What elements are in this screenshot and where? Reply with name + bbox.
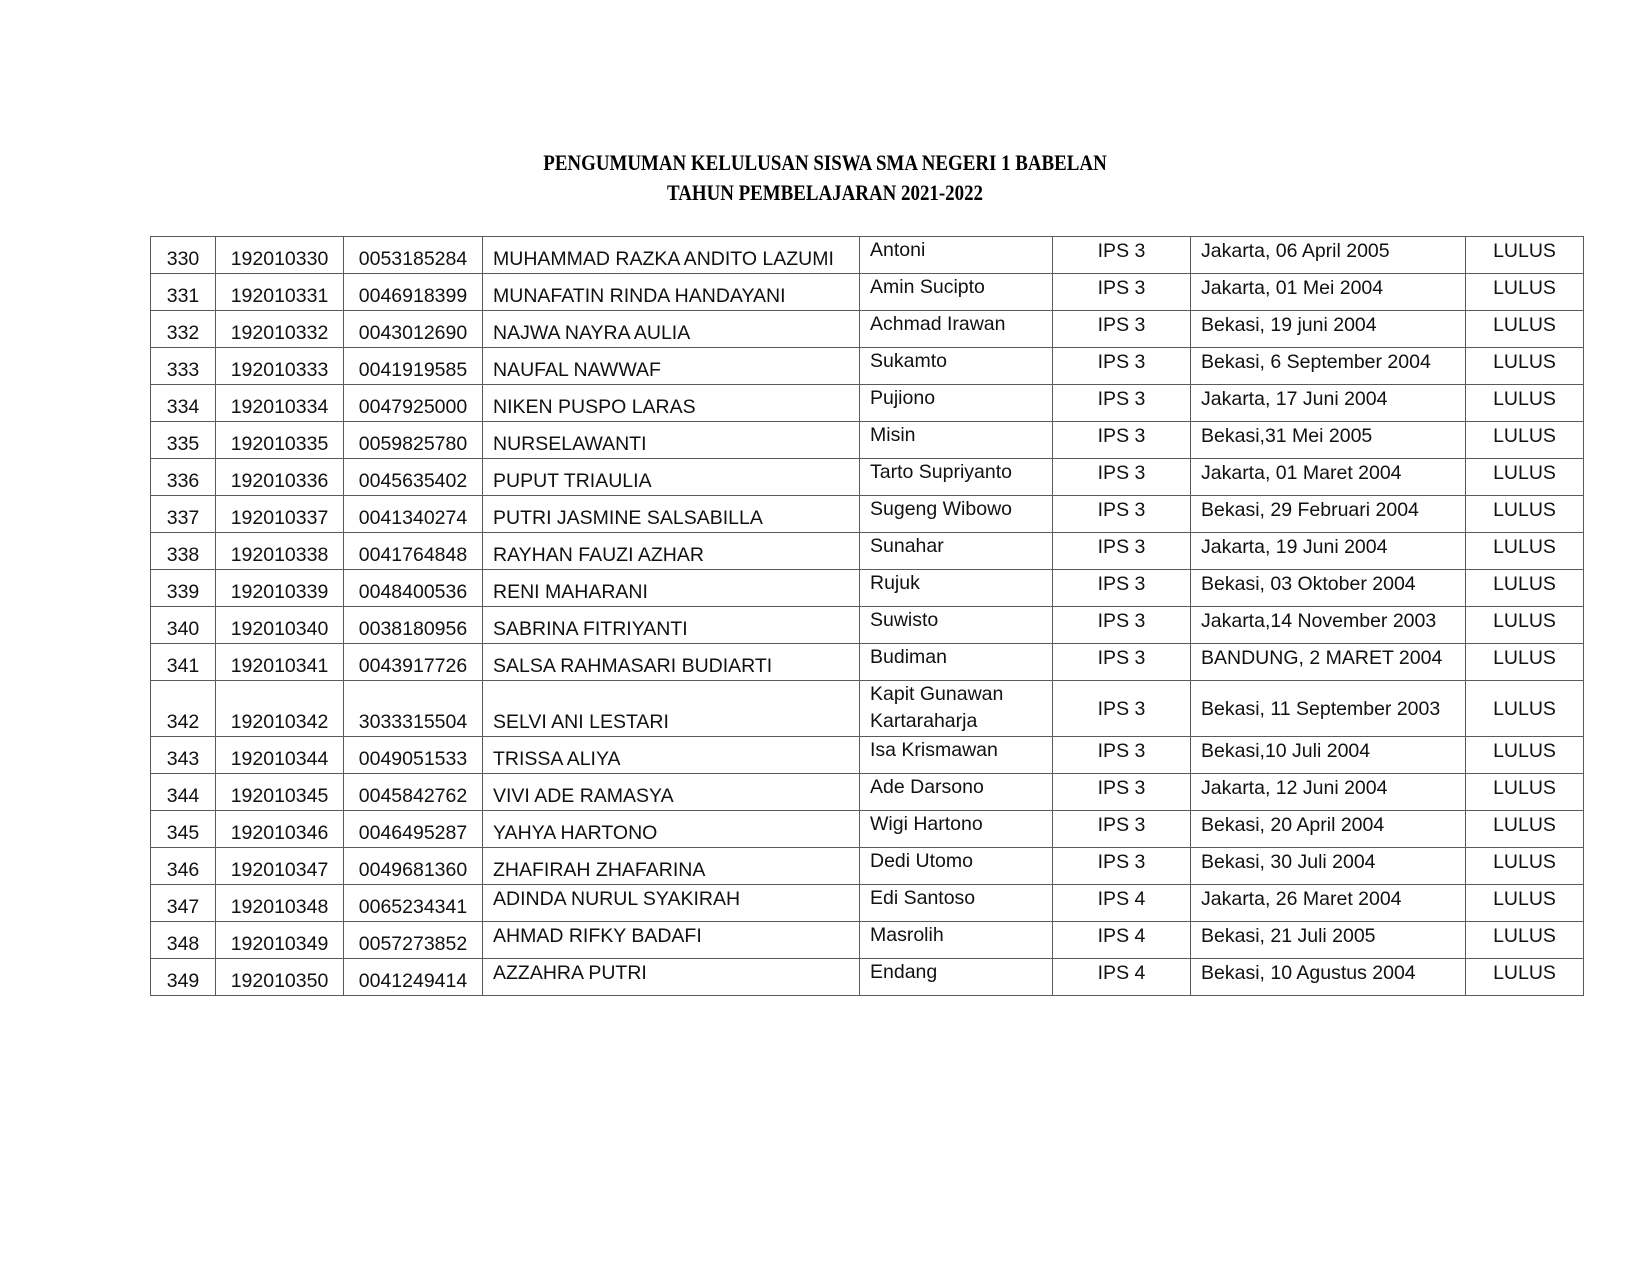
status-cell: LULUS bbox=[1466, 459, 1584, 496]
status-cell: LULUS bbox=[1466, 311, 1584, 348]
status-cell: LULUS bbox=[1466, 681, 1584, 737]
row-number: 339 bbox=[151, 570, 216, 607]
nis-cell: 192010346 bbox=[216, 811, 344, 848]
nisn-cell: 0057273852 bbox=[344, 922, 483, 959]
birth-place-date-cell: Jakarta, 26 Maret 2004 bbox=[1191, 885, 1466, 922]
status-cell: LULUS bbox=[1466, 774, 1584, 811]
row-number: 347 bbox=[151, 885, 216, 922]
student-name-cell: VIVI ADE RAMASYA bbox=[483, 774, 860, 811]
nis-cell: 192010334 bbox=[216, 385, 344, 422]
class-cell: IPS 4 bbox=[1053, 922, 1191, 959]
parent-name-cell: Endang bbox=[860, 959, 1053, 996]
table-row bbox=[151, 274, 1584, 311]
row-number: 332 bbox=[151, 311, 216, 348]
status-cell: LULUS bbox=[1466, 422, 1584, 459]
parent-name-cell: Dedi Utomo bbox=[860, 848, 1053, 885]
parent-name-cell: Masrolih bbox=[860, 922, 1053, 959]
table-row bbox=[151, 422, 1584, 459]
nis-cell: 192010338 bbox=[216, 533, 344, 570]
class-cell: IPS 3 bbox=[1053, 737, 1191, 774]
birth-place-date-cell: Jakarta, 12 Juni 2004 bbox=[1191, 774, 1466, 811]
table-row bbox=[151, 237, 1584, 274]
class-cell: IPS 3 bbox=[1053, 422, 1191, 459]
class-cell: IPS 4 bbox=[1053, 959, 1191, 996]
class-cell: IPS 3 bbox=[1053, 459, 1191, 496]
student-name-cell: NURSELAWANTI bbox=[483, 422, 860, 459]
status-cell: LULUS bbox=[1466, 607, 1584, 644]
student-name-cell: NAUFAL NAWWAF bbox=[483, 348, 860, 385]
table-body bbox=[151, 237, 1584, 996]
nisn-cell: 0048400536 bbox=[344, 570, 483, 607]
birth-place-date-cell: Bekasi,10 Juli 2004 bbox=[1191, 737, 1466, 774]
status-cell: LULUS bbox=[1466, 644, 1584, 681]
student-name-cell: PUPUT TRIAULIA bbox=[483, 459, 860, 496]
class-cell: IPS 3 bbox=[1053, 848, 1191, 885]
row-number: 330 bbox=[151, 237, 216, 274]
table-row bbox=[151, 737, 1584, 774]
class-cell: IPS 3 bbox=[1053, 348, 1191, 385]
student-name-cell: ADINDA NURUL SYAKIRAH bbox=[483, 885, 860, 922]
student-name-cell: PUTRI JASMINE SALSABILLA bbox=[483, 496, 860, 533]
student-name-cell: MUNAFATIN RINDA HANDAYANI bbox=[483, 274, 860, 311]
table-row bbox=[151, 811, 1584, 848]
status-cell: LULUS bbox=[1466, 848, 1584, 885]
student-name-cell: SALSA RAHMASARI BUDIARTI bbox=[483, 644, 860, 681]
document-subtitle: TAHUN PEMBELAJARAN 2021-2022 bbox=[666, 180, 984, 205]
parent-name-cell: Rujuk bbox=[860, 570, 1053, 607]
parent-name-cell: Sunahar bbox=[860, 533, 1053, 570]
nisn-cell: 0065234341 bbox=[344, 885, 483, 922]
birth-place-date-cell: BANDUNG, 2 MARET 2004 bbox=[1191, 644, 1466, 681]
class-cell: IPS 3 bbox=[1053, 644, 1191, 681]
status-cell: LULUS bbox=[1466, 237, 1584, 274]
nis-cell: 192010332 bbox=[216, 311, 344, 348]
row-number: 341 bbox=[151, 644, 216, 681]
parent-name-cell: Misin bbox=[860, 422, 1053, 459]
row-number: 334 bbox=[151, 385, 216, 422]
parent-name-cell: Edi Santoso bbox=[860, 885, 1053, 922]
parent-name-cell: Isa Krismawan bbox=[860, 737, 1053, 774]
nisn-cell: 0043917726 bbox=[344, 644, 483, 681]
nisn-cell: 3033315504 bbox=[344, 681, 483, 737]
nisn-cell: 0041919585 bbox=[344, 348, 483, 385]
nis-cell: 192010331 bbox=[216, 274, 344, 311]
table-row bbox=[151, 348, 1584, 385]
row-number: 335 bbox=[151, 422, 216, 459]
nisn-cell: 0045842762 bbox=[344, 774, 483, 811]
student-name-cell: MUHAMMAD RAZKA ANDITO LAZUMI bbox=[483, 237, 860, 274]
nis-cell: 192010337 bbox=[216, 496, 344, 533]
nis-cell: 192010347 bbox=[216, 848, 344, 885]
student-name-cell: NAJWA NAYRA AULIA bbox=[483, 311, 860, 348]
student-name-cell: YAHYA HARTONO bbox=[483, 811, 860, 848]
table-row bbox=[151, 459, 1584, 496]
nis-cell: 192010345 bbox=[216, 774, 344, 811]
birth-place-date-cell: Bekasi, 20 April 2004 bbox=[1191, 811, 1466, 848]
class-cell: IPS 4 bbox=[1053, 885, 1191, 922]
class-cell: IPS 3 bbox=[1053, 385, 1191, 422]
nis-cell: 192010333 bbox=[216, 348, 344, 385]
nis-cell: 192010336 bbox=[216, 459, 344, 496]
student-name-cell: NIKEN PUSPO LARAS bbox=[483, 385, 860, 422]
student-name-cell: ZHAFIRAH ZHAFARINA bbox=[483, 848, 860, 885]
parent-name-cell: Amin Sucipto bbox=[860, 274, 1053, 311]
row-number: 337 bbox=[151, 496, 216, 533]
student-name-cell: AZZAHRA PUTRI bbox=[483, 959, 860, 996]
table-row bbox=[151, 774, 1584, 811]
nisn-cell: 0041340274 bbox=[344, 496, 483, 533]
class-cell: IPS 3 bbox=[1053, 811, 1191, 848]
nisn-cell: 0046918399 bbox=[344, 274, 483, 311]
status-cell: LULUS bbox=[1466, 737, 1584, 774]
status-cell: LULUS bbox=[1466, 959, 1584, 996]
nisn-cell: 0049051533 bbox=[344, 737, 483, 774]
parent-name-cell: Sugeng Wibowo bbox=[860, 496, 1053, 533]
nisn-cell: 0059825780 bbox=[344, 422, 483, 459]
row-number: 338 bbox=[151, 533, 216, 570]
nisn-cell: 0045635402 bbox=[344, 459, 483, 496]
row-number: 349 bbox=[151, 959, 216, 996]
nis-cell: 192010349 bbox=[216, 922, 344, 959]
nisn-cell: 0047925000 bbox=[344, 385, 483, 422]
birth-place-date-cell: Bekasi, 03 Oktober 2004 bbox=[1191, 570, 1466, 607]
table-row bbox=[151, 959, 1584, 996]
row-number: 331 bbox=[151, 274, 216, 311]
status-cell: LULUS bbox=[1466, 385, 1584, 422]
status-cell: LULUS bbox=[1466, 496, 1584, 533]
document-title: PENGUMUMAN KELULUSAN SISWA SMA NEGERI 1 BABELAN bbox=[543, 150, 1107, 175]
status-cell: LULUS bbox=[1466, 570, 1584, 607]
table-row bbox=[151, 848, 1584, 885]
parent-name-cell: Antoni bbox=[860, 237, 1053, 274]
nis-cell: 192010350 bbox=[216, 959, 344, 996]
birth-place-date-cell: Bekasi, 19 juni 2004 bbox=[1191, 311, 1466, 348]
status-cell: LULUS bbox=[1466, 922, 1584, 959]
row-number: 346 bbox=[151, 848, 216, 885]
birth-place-date-cell: Bekasi, 6 September 2004 bbox=[1191, 348, 1466, 385]
table-row bbox=[151, 385, 1584, 422]
parent-name-cell: Sukamto bbox=[860, 348, 1053, 385]
status-cell: LULUS bbox=[1466, 274, 1584, 311]
class-cell: IPS 3 bbox=[1053, 607, 1191, 644]
birth-place-date-cell: Jakarta, 01 Mei 2004 bbox=[1191, 274, 1466, 311]
nis-cell: 192010348 bbox=[216, 885, 344, 922]
row-number: 348 bbox=[151, 922, 216, 959]
status-cell: LULUS bbox=[1466, 533, 1584, 570]
nis-cell: 192010342 bbox=[216, 681, 344, 737]
nisn-cell: 0043012690 bbox=[344, 311, 483, 348]
student-name-cell: TRISSA ALIYA bbox=[483, 737, 860, 774]
class-cell: IPS 3 bbox=[1053, 274, 1191, 311]
student-name-cell: SELVI ANI LESTARI bbox=[483, 681, 860, 737]
student-name-cell: RENI MAHARANI bbox=[483, 570, 860, 607]
row-number: 344 bbox=[151, 774, 216, 811]
birth-place-date-cell: Jakarta,14 November 2003 bbox=[1191, 607, 1466, 644]
row-number: 342 bbox=[151, 681, 216, 737]
table-row bbox=[151, 496, 1584, 533]
nisn-cell: 0053185284 bbox=[344, 237, 483, 274]
table-row bbox=[151, 681, 1584, 737]
nisn-cell: 0038180956 bbox=[344, 607, 483, 644]
nisn-cell: 0049681360 bbox=[344, 848, 483, 885]
table-row bbox=[151, 607, 1584, 644]
status-cell: LULUS bbox=[1466, 811, 1584, 848]
birth-place-date-cell: Jakarta, 19 Juni 2004 bbox=[1191, 533, 1466, 570]
birth-place-date-cell: Bekasi, 11 September 2003 bbox=[1191, 681, 1466, 737]
table-row bbox=[151, 311, 1584, 348]
row-number: 333 bbox=[151, 348, 216, 385]
nis-cell: 192010344 bbox=[216, 737, 344, 774]
birth-place-date-cell: Bekasi, 29 Februari 2004 bbox=[1191, 496, 1466, 533]
birth-place-date-cell: Bekasi,31 Mei 2005 bbox=[1191, 422, 1466, 459]
class-cell: IPS 3 bbox=[1053, 570, 1191, 607]
parent-name-cell: Budiman bbox=[860, 644, 1053, 681]
graduation-table bbox=[150, 236, 1584, 996]
nis-cell: 192010341 bbox=[216, 644, 344, 681]
parent-name-cell: Wigi Hartono bbox=[860, 811, 1053, 848]
parent-name-cell: Pujiono bbox=[860, 385, 1053, 422]
table-row bbox=[151, 533, 1584, 570]
row-number: 336 bbox=[151, 459, 216, 496]
parent-name-cell: Achmad Irawan bbox=[860, 311, 1053, 348]
nis-cell: 192010339 bbox=[216, 570, 344, 607]
row-number: 345 bbox=[151, 811, 216, 848]
student-name-cell: RAYHAN FAUZI AZHAR bbox=[483, 533, 860, 570]
birth-place-date-cell: Jakarta, 06 April 2005 bbox=[1191, 237, 1466, 274]
birth-place-date-cell: Jakarta, 01 Maret 2004 bbox=[1191, 459, 1466, 496]
status-cell: LULUS bbox=[1466, 885, 1584, 922]
student-name-cell: AHMAD RIFKY BADAFI bbox=[483, 922, 860, 959]
class-cell: IPS 3 bbox=[1053, 681, 1191, 737]
parent-name-cell: Tarto Supriyanto bbox=[860, 459, 1053, 496]
parent-name-cell: Suwisto bbox=[860, 607, 1053, 644]
parent-name-cell: Ade Darsono bbox=[860, 774, 1053, 811]
nisn-cell: 0041249414 bbox=[344, 959, 483, 996]
nis-cell: 192010340 bbox=[216, 607, 344, 644]
birth-place-date-cell: Jakarta, 17 Juni 2004 bbox=[1191, 385, 1466, 422]
class-cell: IPS 3 bbox=[1053, 237, 1191, 274]
nisn-cell: 0041764848 bbox=[344, 533, 483, 570]
table-row bbox=[151, 644, 1584, 681]
row-number: 343 bbox=[151, 737, 216, 774]
birth-place-date-cell: Bekasi, 30 Juli 2004 bbox=[1191, 848, 1466, 885]
parent-name-cell: Kapit Gunawan Kartaraharja bbox=[860, 681, 1053, 737]
birth-place-date-cell: Bekasi, 10 Agustus 2004 bbox=[1191, 959, 1466, 996]
birth-place-date-cell: Bekasi, 21 Juli 2005 bbox=[1191, 922, 1466, 959]
table-row bbox=[151, 570, 1584, 607]
class-cell: IPS 3 bbox=[1053, 774, 1191, 811]
row-number: 340 bbox=[151, 607, 216, 644]
table-row bbox=[151, 922, 1584, 959]
nisn-cell: 0046495287 bbox=[344, 811, 483, 848]
table-row bbox=[151, 885, 1584, 922]
nis-cell: 192010335 bbox=[216, 422, 344, 459]
student-name-cell: SABRINA FITRIYANTI bbox=[483, 607, 860, 644]
class-cell: IPS 3 bbox=[1053, 496, 1191, 533]
class-cell: IPS 3 bbox=[1053, 311, 1191, 348]
status-cell: LULUS bbox=[1466, 348, 1584, 385]
nis-cell: 192010330 bbox=[216, 237, 344, 274]
class-cell: IPS 3 bbox=[1053, 533, 1191, 570]
